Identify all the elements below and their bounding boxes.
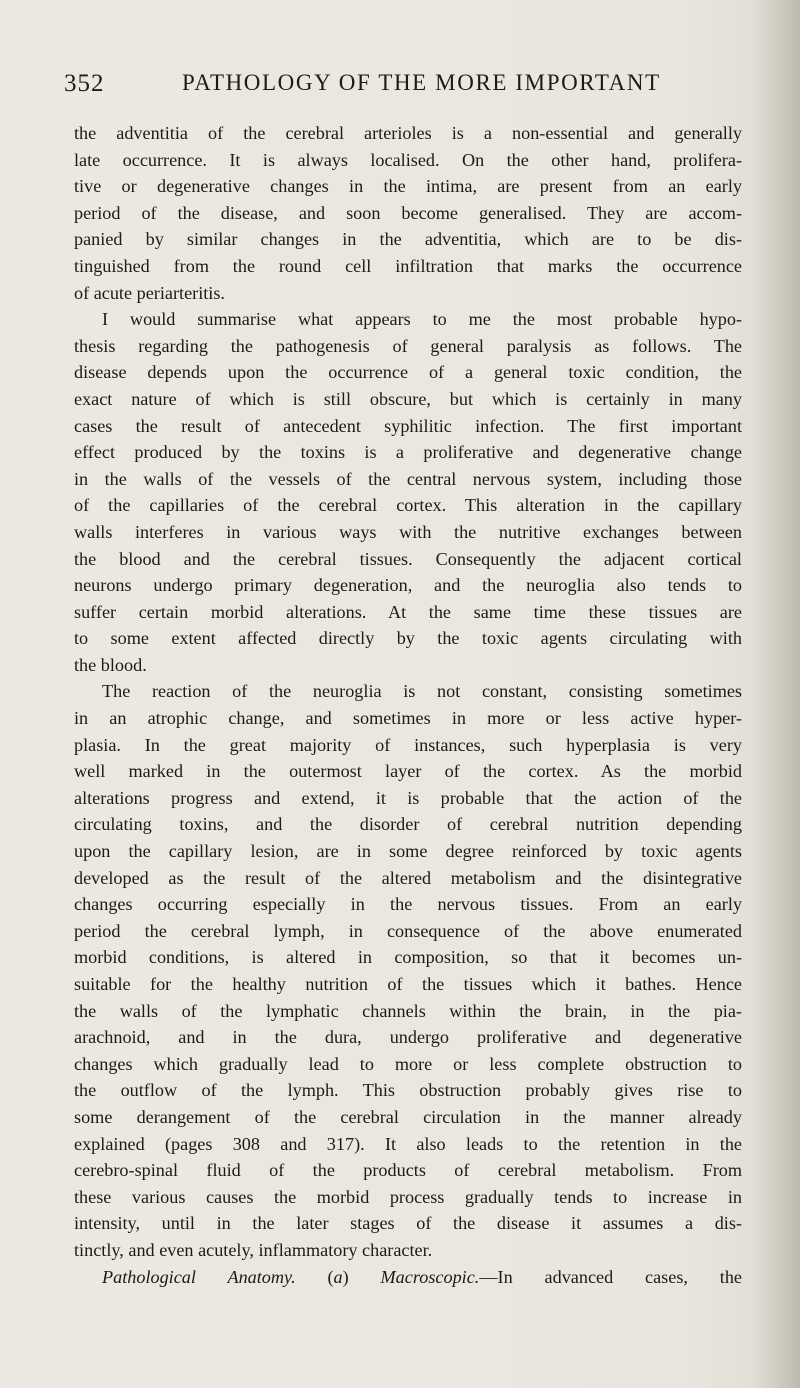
text-line: alterations progress and extend, it is probable that the action of the <box>74 787 742 808</box>
text-line: the outflow of the lymph. This obstruction probably gives rise to <box>74 1080 742 1101</box>
text-line: thesis regarding the pathogenesis of general paralysis as follows. The <box>74 335 742 356</box>
text-line: period the cerebral lymph, in consequence of the above enumerated <box>74 920 742 941</box>
text-line: neurons undergo primary degeneration, and the neuroglia also tends to <box>74 575 742 596</box>
text-line: to some extent affected directly by the toxic agents circulating with <box>74 628 742 649</box>
text-line: the blood. <box>74 654 147 675</box>
text-line: the blood and the cerebral tissues. Consequently the adjacent cortical <box>74 548 742 569</box>
text-line: the adventitia of the cerebral arterioles is a non-essential and generally <box>74 123 742 143</box>
text-line: the walls of the lymphatic channels within the brain, in the pia- <box>74 1000 742 1021</box>
text-line: arachnoid, and in the dura, undergo proliferative and degenerative <box>74 1027 742 1048</box>
page-edge-shadow <box>752 0 800 1388</box>
text-line: suffer certain morbid alterations. At the same time these tissues are <box>74 601 742 622</box>
body-text <box>74 120 742 1290</box>
text-line: in an atrophic change, and sometimes in more or less active hyper- <box>74 708 742 729</box>
text-line: some derangement of the cerebral circulation in the manner already <box>74 1106 742 1127</box>
text-line: late occurrence. It is always localised. On the other hand, prolifera- <box>74 149 742 170</box>
subsection-heading: Macroscopic. <box>380 1266 480 1287</box>
text-line: upon the capillary lesion, are in some degree reinforced by toxic agents <box>74 841 742 862</box>
text-line: I would summarise what appears to me the most probable hypo- <box>102 309 742 330</box>
line-continuation: —In advanced cases, the <box>479 1266 742 1287</box>
page-number: 352 <box>64 70 105 97</box>
text-line: morbid conditions, is altered in composition, so that it becomes un- <box>74 947 742 968</box>
text-line: tinguished from the round cell infiltration that marks the occurrence <box>74 255 742 276</box>
subsection-letter: a <box>333 1266 343 1287</box>
text-line: in the walls of the vessels of the central nervous system, including those <box>74 468 742 489</box>
page-header <box>64 70 754 106</box>
text-line: suitable for the healthy nutrition of the tissues which it bathes. Hence <box>74 974 742 994</box>
running-head: PATHOLOGY OF THE MORE IMPORTANT <box>182 70 661 95</box>
text-line: walls interferes in various ways with the nutritive exchanges between <box>74 521 742 542</box>
text-line: changes which gradually lead to more or less complete obstruction to <box>74 1053 742 1074</box>
text-line: effect produced by the toxins is a proliferative and degenerative change <box>74 442 742 463</box>
text-line: cases the result of antecedent syphilitic infection. The first important <box>74 415 742 436</box>
text-line: disease depends upon the occurrence of a general toxic condition, the <box>74 362 742 383</box>
text-line: intensity, until in the later stages of the disease it assumes a dis- <box>74 1213 742 1234</box>
text-line: of the capillaries of the cerebral cortex. This alteration in the capillary <box>74 495 742 516</box>
paren-close: ) <box>342 1266 381 1287</box>
text-line: these various causes the morbid process gradually tends to increase in <box>74 1186 742 1207</box>
paren-open: ( <box>295 1266 334 1287</box>
text-line: tive or degenerative changes in the intima, are present from an early <box>74 176 742 197</box>
text-line: developed as the result of the altered metabolism and the disintegrative <box>74 867 742 888</box>
text-line: explained (pages 308 and 317). It also leads to the retention in the <box>74 1133 742 1154</box>
text-line: tinctly, and even acutely, inflammatory character. <box>74 1239 433 1260</box>
text-line: circulating toxins, and the disorder of cerebral nutrition depending <box>74 814 742 835</box>
text-line: of acute periarteritis. <box>74 282 225 303</box>
text-line: plasia. In the great majority of instances, such hyperplasia is very <box>74 734 742 755</box>
text-line: exact nature of which is still obscure, but which is certainly in many <box>74 388 742 409</box>
text-line: cerebro-spinal fluid of the products of cerebral metabolism. From <box>74 1160 742 1181</box>
text-line: well marked in the outermost layer of the cortex. As the morbid <box>74 761 742 782</box>
section-heading: Pathological Anatomy. <box>102 1266 296 1287</box>
section-heading-line <box>74 1264 742 1291</box>
text-line: panied by similar changes in the adventitia, which are to be dis- <box>74 229 742 250</box>
text-line: The reaction of the neuroglia is not constant, consisting sometimes <box>102 681 742 702</box>
text-line: period of the disease, and soon become generalised. They are accom- <box>74 202 742 223</box>
text-line: changes occurring especially in the nervous tissues. From an early <box>74 894 742 915</box>
